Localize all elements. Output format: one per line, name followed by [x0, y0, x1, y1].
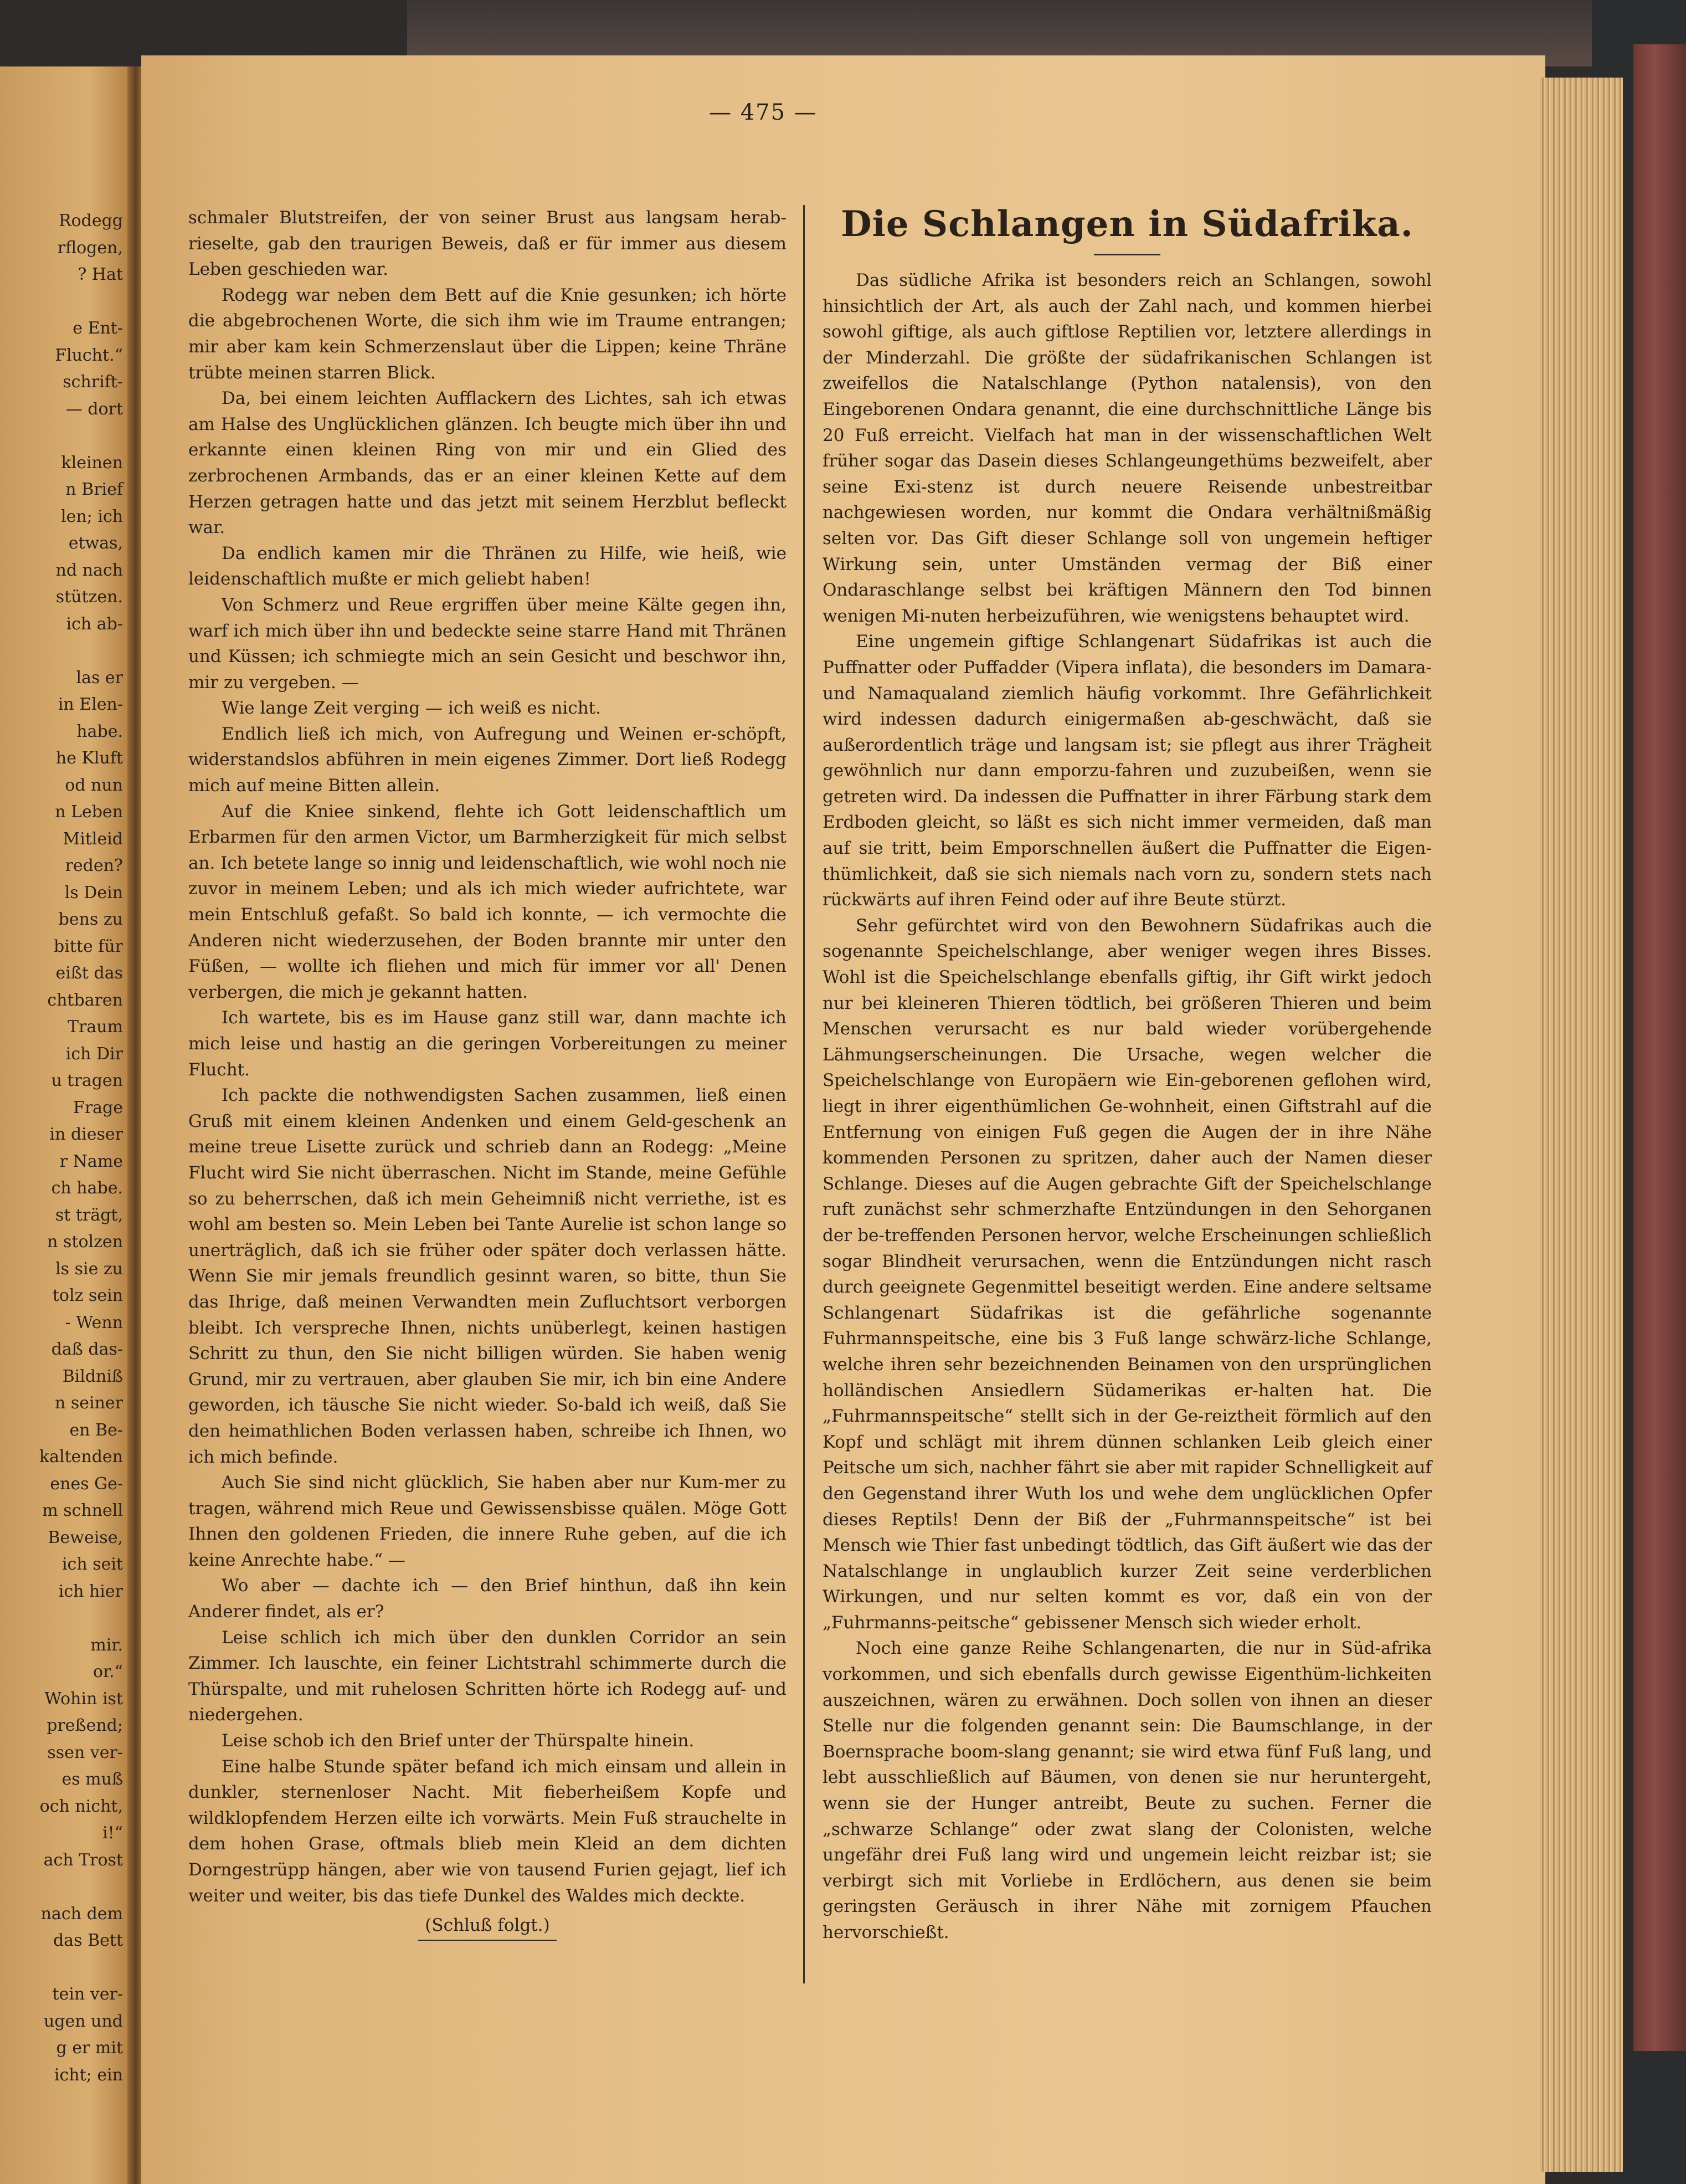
article-paragraph: Das südliche Afrika ist besonders reich an Schlangen, sowohl hinsichtlich der Art, als auch der Zahl nach, und kommen hierbei sowohl giftige, als auch giftlose Reptilien vor, letztere allerdings in der Minderzahl. Die größte der südafrikanischen Schlangen ist zweifellos die Natalschlange (Python natalensis), von den Eingeborenen Ondara genannt, die eine durchschnittliche Länge bis 20 Fuß erreicht. Vielfach hat man in der wissenschaftlichen Welt früher sogar das Dasein dieses Schlangeungethüms bezweifelt, aber seine Exi-stenz ist durch neuere Reisende unbestreitbar nachgewiesen worden, nur kommt die Ondara verhältnißmäßig selten vor. Das Gift dieser Schlange soll von ungemein heftiger Wirkung sein, unter Umständen vermag der Biß einer Ondaraschlange selbst bei kräftigen Männern den Tod binnen wenigen Mi-nuten herbeizuführen, wie wenigstens behauptet wird. — [823, 270, 1432, 626]
left-fragment-line — [1, 638, 123, 665]
left-fragment-line: bitte für — [54, 936, 123, 956]
left-page-text — [1, 208, 123, 2089]
left-fragment-line: — dort — [65, 399, 123, 419]
left-fragment-line — [1, 423, 123, 450]
left-fragment-line: n Leben — [55, 802, 123, 822]
book-spine-right — [1633, 44, 1686, 2184]
left-column — [188, 205, 787, 1941]
left-fragment-line: las er — [76, 668, 123, 688]
story-paragraph: Da, bei einem leichten Aufflackern des Lichtes, sah ich etwas am Halse des Unglücklichen glänzen. Ich beugte mich über ihn und erkannte einen kleinen Ring von mir und ein Glied des zerbrochenen Armbands, das er an einer kleinen Kette auf dem Herzen getragen hatte und das jetzt mit seinem Herzblut befleckt war. — [188, 388, 787, 538]
left-fragment-line: ? Hat — [78, 265, 123, 284]
left-fragment-line: tein ver- — [52, 1985, 123, 2004]
story-paragraph: Von Schmerz und Reue ergriffen über meine Kälte gegen ihn, warf ich mich über ihn und bedeckte seine starre Hand mit Thränen und Küssen; ich schmiegte mich an sein Gesicht und beschwor ihn, mir zu vergeben. — — [188, 594, 787, 693]
left-fragment-line: e Ent- — [73, 319, 123, 338]
left-fragment-line — [1, 1874, 123, 1901]
story-paragraph: Ich packte die nothwendigsten Sachen zusammen, ließ einen Gruß mit einem kleinen Andenken und einem Geld-geschenk an meine treue Lisette zurück und schrieb dann an Rodegg: „Meine Flucht wird Sie nicht überraschen. Nicht im Stande, meine Gefühle so zu beherrschen, daß ich mein Geheimniß nicht verriethe, ist es wohl am besten so. Mein Leben bei Tante Aurelie ist schon lange so unerträglich, daß ich sie früher oder später doch verlassen hätte. Wenn Sie mir jemals freundlich gesinnt waren, so bitte, thun Sie das Ihrige, daß meinen Verwandten mein Zufluchtsort verborgen bleibt. Ich verspreche Ihnen, nichts unüberlegt, keinen hastigen Schritt zu thun, den Sie nicht billigen würden. Sie haben wenig Grund, mir zu vertrauen, aber glauben Sie mir, ich bin eine Andere geworden, ich täusche Sie nicht wieder. So-bald ich weiß, daß Sie den heimathlichen Boden verlassen haben, schreibe ich Ihnen, wo ich mich befinde. — [188, 1085, 787, 1467]
left-page-fragment — [0, 66, 127, 2184]
article-paragraph: Sehr gefürchtet wird von den Bewohnern Südafrikas auch die sogenannte Speichelschlange, aber weniger wegen ihres Bisses. Wohl ist die Speichelschlange ebenfalls giftig, ihr Gift wirkt jedoch nur bei kleineren Thieren tödtlich, bei größeren Thieren und beim Menschen verursacht es nur bald wieder vorübergehende Lähmungserscheinungen. Die Ursache, wegen welcher die Speichelschlange von Europäern wie Ein-geborenen geflohen wird, liegt in ihrer eigenthümlichen Ge-wohnheit, einen Giftstrahl auf die Entfernung von einigen Fuß gegen die Augen der in ihre Nähe kommenden Personen zu spritzen, daher auch der Namen dieser Schlange. Dieses auf die Augen gebrachte Gift der Speichelschlange ruft zunächst sehr schmerzhafte Entzündungen in den Sehorganen der be-treffenden Personen hervor, welche Erscheinungen schließlich sogar Blindheit verursachen, wenn die Entzündungen nicht rasch durch geeignete Gegenmittel beseitigt werden. Eine andere seltsame Schlangenart Südafrikas ist die gefährliche sogenannte Fuhrmannspeitsche, eine bis 3 Fuß lange schwärz-liche Schlange, welche ihren sehr bezeichnenden Beinamen von den ursprünglichen holländischen Ansiedlern Südamerikas er-halten hat. Die „Fuhrmannspeitsche“ stellt sich in der Ge-reiztheit förmlich auf den Kopf und schlägt mit ihrem dünnen schlanken Leib gleich einer Peitsche um sich, nachher fährt sie aber mit rapider Schnelligkeit auf den Gegenstand ihrer Wuth los und wehe dem unglücklichen Opfer dieses Reptils! Denn der Biß der „Fuhrmannspeitsche“ ist bei Mensch wie Thier fast unbedingt tödtlich, das Gift äußert wie das der Natalschlange in unglaublich kurzer Zeit seine verderblichen Wirkungen, und nur selten kommt es vor, daß ein von der „Fuhrmanns-peitsche“ gebissener Mensch sich wieder erholt. — [823, 915, 1432, 1633]
left-fragment-line: icht; ein — [54, 2065, 123, 2085]
page-edges — [1540, 78, 1623, 2172]
left-fragment-line: kleinen — [61, 453, 123, 473]
left-fragment-line: he Kluft — [55, 748, 123, 768]
left-fragment-line: etwas, — [68, 534, 123, 553]
left-fragment-line: n seiner — [54, 1393, 123, 1413]
left-fragment-line: g er mit — [56, 2038, 123, 2058]
left-fragment-line: ach Trost — [43, 1850, 123, 1870]
left-fragment-line: n stolzen — [47, 1232, 123, 1252]
left-fragment-line: ich Dir — [65, 1044, 123, 1064]
left-fragment-line: enes Ge- — [50, 1474, 123, 1494]
left-fragment-line: Traum — [67, 1017, 123, 1037]
left-fragment-line: r Name — [59, 1151, 123, 1171]
left-fragment-line: len; ich — [60, 506, 123, 526]
closing-note — [188, 1915, 787, 1941]
left-fragment-line: ls Dein — [64, 883, 123, 903]
left-fragment-line: habe. — [76, 721, 123, 741]
left-fragment-line: eißt das — [55, 963, 123, 983]
left-fragment-line: bens zu — [58, 910, 123, 929]
left-fragment-line: in Elen- — [58, 695, 123, 714]
story-paragraph: Wie lange Zeit verging — ich weiß es nicht. — [222, 698, 601, 719]
page-number: — 475 — — [709, 100, 818, 125]
left-fragment-line: schrift- — [63, 372, 123, 392]
left-fragment-line: ugen und — [44, 2011, 123, 2031]
left-fragment-line: mir. — [90, 1635, 123, 1655]
story-paragraph: schmaler Blutstreifen, der von seiner Brust aus langsam herab-rieselte, gab den traurigen Beweis, daß er für immer aus diesem Leben geschieden war. — [188, 208, 787, 280]
left-fragment-line: nach dem — [40, 1904, 123, 1924]
article-paragraph: Noch eine ganze Reihe Schlangenarten, die nur in Süd-afrika vorkommen, und sich ebenfalls durch gewisse Eigenthüm-lichkeiten auszeichnen, wären zu erwähnen. Doch sollen von ihnen an dieser Stelle nur die folgenden genannt sein: Die Baumschlange, in der Boernsprache boom-slang genannt; sie wird etwa fünf Fuß lang, und lebt ausschließlich auf Bäumen, von denen sie nur heruntergeht, wenn sie der Hunger antreibt, Beute zu suchen. Ferner die „schwarze Schlange“ oder zwat slang der Colonisten, welche ungefähr drei Fuß lang wird und ungemein leicht reizbar ist; sie verbirgt sich mit Vorliebe in Erdlöchern, aus denen sie beim geringsten Geräusch in ihrer Nähe mit zornigem Pfauchen hervorschießt. — [823, 1638, 1432, 1942]
left-fragment-line: ls sie zu — [55, 1259, 123, 1279]
left-fragment-line: daß das- — [51, 1340, 123, 1359]
story-paragraph: Eine halbe Stunde später befand ich mich einsam und allein in dunkler, sternenloser Nacht. Mit fieberheißem Kopfe und wildklopfendem Herzen eilte ich vorwärts. Mein Fuß strauchelte in dem hohen Grase, oftmals blieb mein Kleid an dem dichten Dorngestrüpp hängen, aber wie von tausend Furien gejagt, lief ich weiter und weiter, bis das tiefe Dunkel des Waldes mich deckte. — [188, 1756, 787, 1906]
left-fragment-line: nd nach — [55, 560, 123, 580]
column-divider — [803, 205, 805, 1983]
right-column — [823, 205, 1432, 1946]
article-paragraph: Eine ungemein giftige Schlangenart Südafrikas ist auch die Puffnatter oder Puffadder (Vipera inflata), die besonders im Damara- und Namaqualand ziemlich häufig vorkommt. Ihre Gefährlichkeit wird indessen dadurch einigermaßen ab-geschwächt, daß sie außerordentlich träge und langsam ist; sie pflegt aus ihrer Trägheit gewöhnlich nur dann emporzu-fahren und zuzubeißen, wenn sie getreten wird. Da indessen die Puffnatter in ihrer Färbung stark dem Erdboden gleicht, so läßt es sich nicht immer vermeiden, daß man auf sie tritt, beim Emporschnellen äußert die Puffnatter die Eigen-thümlichkeit, daß sie sich niemals nach vorn zu, sondern stets nach rückwärts auf ihren Feind oder auf ihre Beute stürzt. — [823, 632, 1432, 910]
left-fragment-line: m schnell — [42, 1501, 123, 1520]
left-fragment-line — [1, 289, 123, 316]
left-fragment-line: das Bett — [53, 1931, 123, 1950]
left-fragment-line: u tragen — [51, 1071, 123, 1090]
left-fragment-line: st trägt, — [55, 1205, 123, 1225]
left-fragment-line: Frage — [73, 1098, 123, 1117]
left-fragment-line — [1, 1605, 123, 1632]
left-fragment-line: i!“ — [102, 1823, 123, 1843]
closing-rule — [418, 1940, 557, 1941]
left-fragment-line: chtbaren — [47, 990, 123, 1010]
left-fragment-line: tolz sein — [52, 1286, 123, 1305]
story-paragraph: Leise schob ich den Brief unter der Thürspalte hinein. — [222, 1731, 695, 1751]
left-fragment-line: ich hier — [58, 1581, 123, 1601]
article-body — [823, 268, 1432, 1946]
left-fragment-line: ssen ver- — [47, 1742, 123, 1762]
story-paragraph: Ich wartete, bis es im Hause ganz still war, dann machte ich mich leise und hastig an die geringen Vorbereitungen zu meiner Flucht. — [188, 1008, 787, 1080]
story-paragraph: Endlich ließ ich mich, von Aufregung und Weinen er-schöpft, widerstandslos abführen in mein eigenes Zimmer. Dort ließ Rodegg mich auf meine Bitten allein. — [188, 724, 787, 796]
left-fragment-line: Wohin ist — [44, 1689, 123, 1709]
left-fragment-line: ich seit — [61, 1555, 123, 1574]
left-fragment-line: - Wenn — [65, 1313, 123, 1332]
left-fragment-line: n Brief — [65, 480, 123, 499]
left-fragment-line: or.“ — [93, 1662, 123, 1681]
story-paragraph: Rodegg war neben dem Bett auf die Knie gesunken; ich hörte die abgebrochenen Worte, die sich ihm wie im Traume entrangen; mir aber kam kein Schmerzenslaut über die Lippen; keine Thräne trübte meinen starren Blick. — [188, 285, 787, 383]
left-fragment-line — [1, 1955, 123, 1982]
story-paragraph: Da endlich kamen mir die Thränen zu Hilfe, wie heiß, wie leidenschaftlich mußte er mich geliebt haben! — [188, 543, 787, 589]
left-fragment-line: in dieser — [49, 1125, 123, 1144]
left-fragment-line: Mitleid — [63, 829, 123, 849]
left-fragment-line: es muß — [61, 1770, 123, 1789]
left-fragment-line: en Be- — [69, 1420, 123, 1440]
title-rule — [1094, 254, 1160, 255]
left-fragment-line: preßend; — [47, 1716, 123, 1735]
left-fragment-line: stützen. — [55, 587, 123, 607]
story-paragraph: Auf die Kniee sinkend, flehte ich Gott leidenschaftlich um Erbarmen für den armen Victor, um Barmherzigkeit für mich selbst an. Ich betete lange so innig und leidenschaftlich, wie wohl noch nie zuvor in meinem Leben; und als ich mich wieder aufrichtete, war mein Entschluß gefaßt. So bald ich konnte, — ich vermochte die Anderen nicht wiederzusehen, der Boden brannte mir unter den Füßen, — wollte ich fliehen und mich für immer vor all' Denen verbergen, die mich je gekannt hatten. — [188, 801, 787, 1002]
story-paragraph: Auch Sie sind nicht glücklich, Sie haben aber nur Kum-mer zu tragen, während mich Reue und Gewissensbisse quälen. Möge Gott Ihnen den goldenen Frieden, die innere Ruhe geben, auf die ich keine Anrechte habe.“ — — [188, 1473, 787, 1570]
left-fragment-line: och nicht, — [39, 1796, 123, 1816]
left-fragment-line: rflogen, — [57, 238, 123, 258]
closing-text: (Schluß folgt.) — [425, 1915, 550, 1936]
story-paragraph: Wo aber — dachte ich — den Brief hinthun, daß ihn kein Anderer findet, als er? — [188, 1576, 787, 1622]
left-fragment-line: reden? — [65, 856, 123, 875]
article-title: Die Schlangen in Südafrika. — [841, 203, 1413, 245]
left-fragment-line: ch habe. — [51, 1178, 123, 1198]
left-fragment-line: Beweise, — [48, 1527, 123, 1547]
left-fragment-line: Flucht.“ — [55, 345, 123, 365]
left-fragment-line: od nun — [65, 775, 123, 795]
story-paragraph: Leise schlich ich mich über den dunklen Corridor an sein Zimmer. Ich lauschte, ein feiner Lichtstrahl schimmerte durch die Thürspalte, und mit ruhelosen Schritten hörte ich Rodegg auf- und niedergehen. — [188, 1627, 787, 1725]
left-fragment-line: Bildniß — [62, 1366, 123, 1386]
left-fragment-line: ich ab- — [66, 614, 123, 634]
left-fragment-line: kaltenden — [39, 1447, 123, 1467]
left-fragment-line: Rodegg — [58, 211, 123, 230]
